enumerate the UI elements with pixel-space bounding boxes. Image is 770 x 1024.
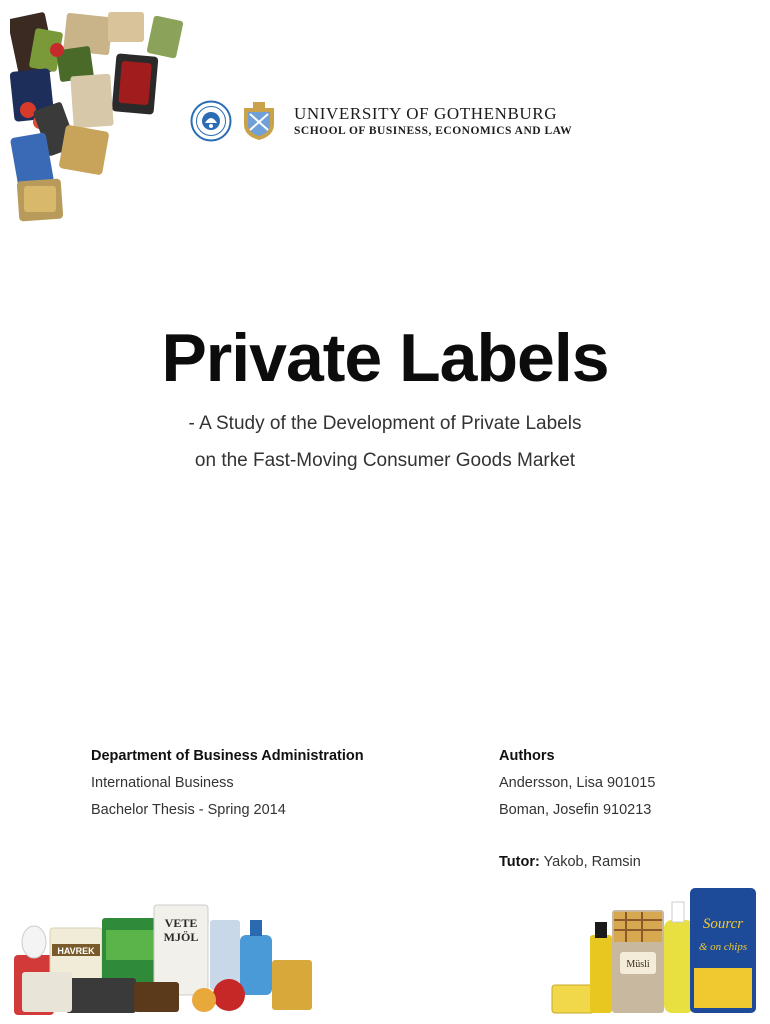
- product-label-havrek: HAVREK: [57, 946, 95, 956]
- grocery-collage-bottom-left: [14, 900, 314, 1015]
- program-name: International Business: [91, 775, 234, 791]
- university-header: [190, 96, 572, 146]
- tutor-line: [499, 853, 641, 871]
- department-heading: Department of Business Administration: [91, 748, 364, 764]
- author-1: Andersson, Lisa 901015: [499, 775, 656, 791]
- grocery-collage-top-left: [10, 10, 195, 225]
- thesis-type: Bachelor Thesis - Spring 2014: [91, 802, 286, 818]
- product-label-musli: Müsli: [626, 959, 650, 970]
- university-title-block: [294, 104, 572, 139]
- authors-heading: Authors: [499, 748, 555, 764]
- school-crest-icon: [238, 100, 280, 142]
- university-seal-icon: [190, 100, 232, 142]
- grocery-collage-bottom-right: [550, 880, 760, 1015]
- university-name: UNIVERSITY OF GOTHENBURG: [294, 103, 558, 123]
- product-label-mjol: MJÖL: [163, 930, 199, 944]
- thesis-title: Private Labels: [161, 320, 609, 396]
- thesis-subtitle-line-1: - A Study of the Development of Private Labels: [188, 413, 582, 434]
- product-label-chips: & on chips: [698, 941, 748, 953]
- school-name: SCHOOL OF BUSINESS, ECONOMICS AND LAW: [294, 124, 573, 137]
- author-2: Boman, Josefin 910213: [499, 802, 652, 818]
- tutor-name: Yakob, Ramsin: [543, 854, 641, 870]
- product-label-sourcr: Sourcr: [702, 916, 744, 932]
- tutor-label: Tutor:: [499, 854, 540, 870]
- thesis-subtitle-line-2: on the Fast-Moving Consumer Goods Market: [194, 450, 576, 471]
- product-label-vete: VETE: [164, 916, 198, 930]
